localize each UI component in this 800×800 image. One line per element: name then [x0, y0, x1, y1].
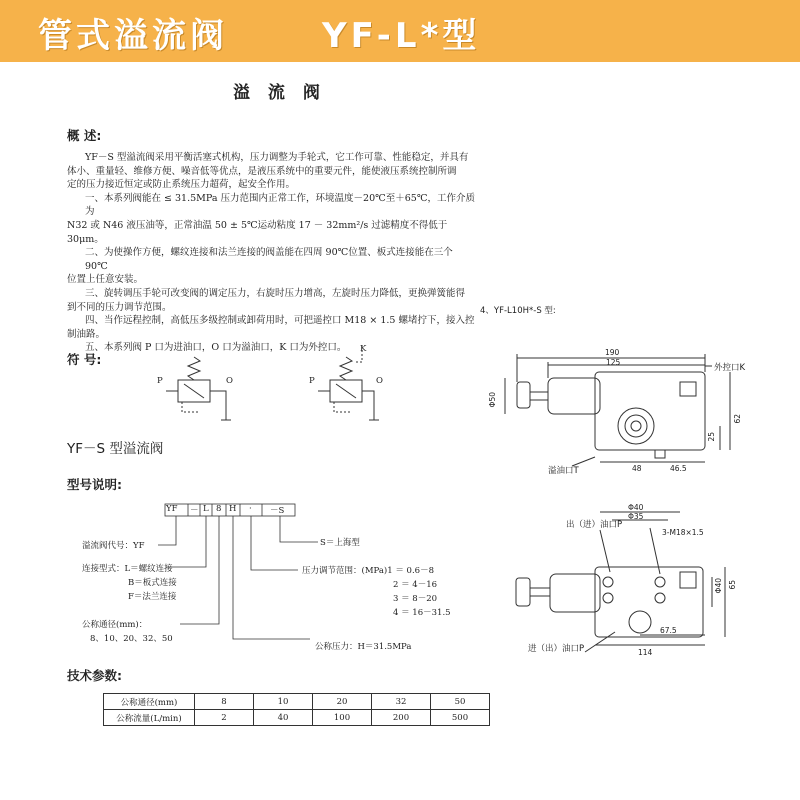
dim-114: 114	[638, 648, 653, 657]
banner-title-cn: 管式溢流阀	[38, 16, 228, 56]
overview-line: 二、为使操作方便，螺纹连接和法兰连接的阀盖能在四周 90℃位置、板式连接能在三个 90℃	[85, 247, 453, 272]
dim-d35: Φ35	[628, 512, 644, 521]
overview-line: 一、本系列阀能在 ≤ 31.5MPa 压力范围内正常工作，环境温度－20℃至＋65℃，工作介质为	[85, 192, 475, 218]
inlet-port-label: 进（出）油口P	[528, 644, 585, 654]
model-box-dot: ·	[249, 504, 252, 514]
model-code-heading: 型号说明:	[67, 477, 122, 492]
thread-spec: 3-M18×1.5	[662, 528, 704, 537]
diameter-values: 8、10、20、32、50	[90, 634, 173, 644]
model-box-8: 8	[216, 504, 222, 514]
overview-line: 制油路。	[67, 328, 106, 340]
dim-125: 125	[606, 358, 621, 367]
table-cell: 40	[254, 710, 313, 726]
table-cell: 20	[313, 694, 372, 710]
pressure-range-2: 2 ＝ 4－16	[393, 580, 438, 590]
pressure-range-3: 3 ＝ 8－20	[393, 594, 438, 604]
valve-code-label: 溢流阀代号：YF	[82, 541, 145, 551]
doc-title: 溢 流 阀	[233, 83, 326, 103]
overview-line: 五、本系列阀 P 口为进油口，O 口为溢油口，K 口为外控口。	[85, 342, 347, 354]
table-cell: 公称通径(mm)	[104, 694, 195, 710]
symbol1-p-label: P	[157, 376, 163, 386]
model-box-l: L	[203, 504, 209, 514]
dim-65: 65	[728, 580, 737, 590]
overview-line: N32 或 N46 液压油等，正常油温 50 ± 5℃运动粘度 17 － 32mm²/s 过滤精度不得低于 30μm。	[67, 219, 448, 245]
symbol1-o-label: O	[226, 376, 233, 386]
symbol2-k-label: K	[360, 344, 367, 354]
dim-d40-vertical: Φ40	[714, 578, 723, 594]
outlet-port-label: 出（进）油口P	[566, 520, 623, 530]
dim-46-5: 46.5	[670, 464, 687, 473]
dim-48: 48	[632, 464, 642, 473]
dim-67-5: 67.5	[660, 626, 677, 635]
connection-f-label: F＝法兰连接	[128, 592, 177, 602]
symbol2-o-label: O	[376, 376, 383, 386]
table-cell: 32	[372, 694, 431, 710]
shanghai-label: S＝上海型	[320, 538, 360, 548]
dim-25: 25	[707, 432, 716, 442]
dim-190: 190	[605, 348, 620, 357]
overview-line: 三、旋转调压手轮可改变阀的调定压力，右旋时压力增高，左旋时压力降低，更换弹簧能得	[85, 287, 466, 299]
banner-title-model: YF-L*型	[322, 16, 481, 56]
dim-d50: Φ50	[488, 392, 497, 408]
connection-b-label: B＝板式连接	[128, 578, 177, 588]
overview-line: 体小、重量轻、维修方便、噪音低等优点，是液压系统中的重要元件，能使液压系统控制所调	[67, 165, 457, 177]
title-banner	[0, 0, 800, 62]
nominal-pressure-label: 公称压力：H＝31.5MPa	[315, 642, 412, 652]
diameter-label: 公称通径(mm)：	[82, 620, 148, 630]
dim-d40: Φ40	[628, 503, 644, 512]
overview-heading: 概 述:	[67, 128, 102, 143]
table-cell: 公称流量(L/min)	[104, 710, 195, 726]
table-cell: 50	[431, 694, 490, 710]
tech-heading: 技术参数:	[67, 668, 122, 683]
drain-port-label: 溢油口T	[548, 466, 579, 476]
symbol2-p-label: P	[309, 376, 315, 386]
pressure-range-4: 4 ＝ 16－31.5	[393, 608, 451, 618]
overview-line: 定的压力接近恒定或防止系统压力超荷，起安全作用。	[67, 179, 296, 191]
table-cell: 200	[372, 710, 431, 726]
connection-label: 连接型式：L＝螺纹连接	[82, 564, 173, 574]
model-box-s: －S	[270, 506, 285, 516]
series-title: YF－S 型溢流阀	[67, 441, 164, 457]
model-box-yf: YF	[166, 504, 178, 514]
external-port-label: 外控口K	[714, 363, 746, 373]
overview-line: YF－S 型溢流阀采用平衡活塞式机构，压力调整为手轮式，它工作可靠、性能稳定，并具有	[85, 152, 469, 163]
drawing-title: 4、YF-L10H*-S 型:	[480, 306, 556, 316]
dim-62: 62	[733, 414, 742, 424]
pressure-range-label: 压力调节范围：(MPa)1 ＝ 0.6－8	[302, 566, 434, 576]
overview-line: 位置上任意安装。	[67, 274, 144, 286]
overview-line: 四、当作远程控制，高低压多级控制或卸荷用时，可把遥控口 M18 × 1.5 螺堵拧下，接入控	[85, 315, 475, 327]
model-box-dash: －	[190, 506, 199, 516]
table-cell: 2	[195, 710, 254, 726]
valve-drawing	[0, 62, 800, 800]
symbols-heading: 符 号:	[67, 352, 102, 367]
table-cell: 10	[254, 694, 313, 710]
table-cell: 500	[431, 710, 490, 726]
table-cell: 100	[313, 710, 372, 726]
table-cell: 8	[195, 694, 254, 710]
model-box-h: H	[229, 504, 237, 514]
document-page	[0, 62, 800, 800]
overview-line: 到不同的压力调节范围。	[67, 301, 172, 313]
